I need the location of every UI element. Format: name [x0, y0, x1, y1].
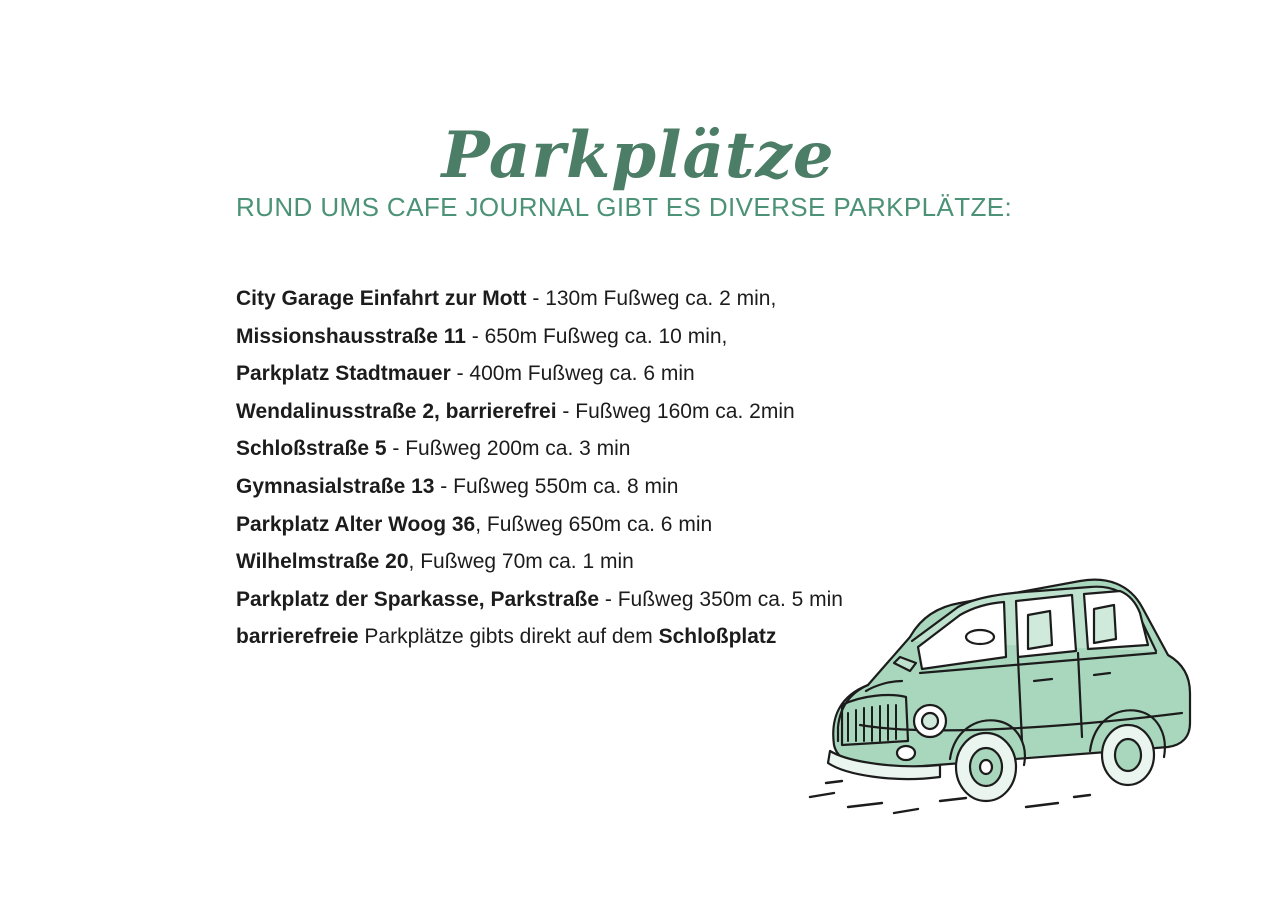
parking-name: Missionshausstraße 11 [236, 324, 466, 348]
parking-detail: , Fußweg 650m ca. 6 min [475, 512, 713, 536]
list-item [236, 280, 1056, 318]
parking-detail: , Fußweg 70m ca. 1 min [408, 550, 634, 574]
page-title: Parkplätze [441, 117, 835, 193]
parking-detail: - 130m Fußweg ca. 2 min, [526, 287, 777, 310]
list-item [236, 506, 1056, 544]
parking-detail: - Fußweg 200m ca. 3 min [386, 437, 631, 461]
parking-tail: Schloßplatz [658, 625, 777, 649]
parking-name: Gymnasialstraße 13 [236, 474, 435, 498]
list-item [236, 355, 1056, 393]
list-item [236, 468, 1056, 506]
parking-name: Schloßstraße 5 [236, 437, 387, 461]
list-item [236, 430, 1056, 468]
parking-name: Wilhelmstraße 20 [236, 550, 409, 574]
parking-name: City Garage Einfahrt zur Mott [236, 287, 527, 310]
parking-detail: - 650m Fußweg ca. 10 min, [465, 324, 728, 348]
parking-detail: Parkplätze gibts direkt auf dem [358, 625, 659, 649]
parking-name: Parkplatz der Sparkasse, Parkstraße [236, 587, 600, 611]
vintage-car-illustration [790, 545, 1210, 845]
parking-detail: - 400m Fußweg ca. 6 min [450, 362, 695, 386]
parking-name: barrierefreie [236, 625, 359, 649]
parking-detail: - Fußweg 550m ca. 8 min [434, 474, 679, 498]
parking-detail: - Fußweg 160m ca. 2min [556, 399, 795, 423]
list-item [236, 318, 1056, 356]
parking-name: Parkplatz Alter Woog 36 [236, 512, 476, 536]
list-item [236, 393, 1056, 431]
parking-detail: - Fußweg 350m ca. 5 min [599, 587, 843, 611]
page-subtitle: RUND UMS CAFE JOURNAL GIBT ES DIVERSE PARKPLÄTZE: [236, 192, 1013, 222]
parking-name: Wendalinusstraße 2, barrierefrei [236, 399, 557, 423]
parking-name: Parkplatz Stadtmauer [236, 362, 451, 386]
